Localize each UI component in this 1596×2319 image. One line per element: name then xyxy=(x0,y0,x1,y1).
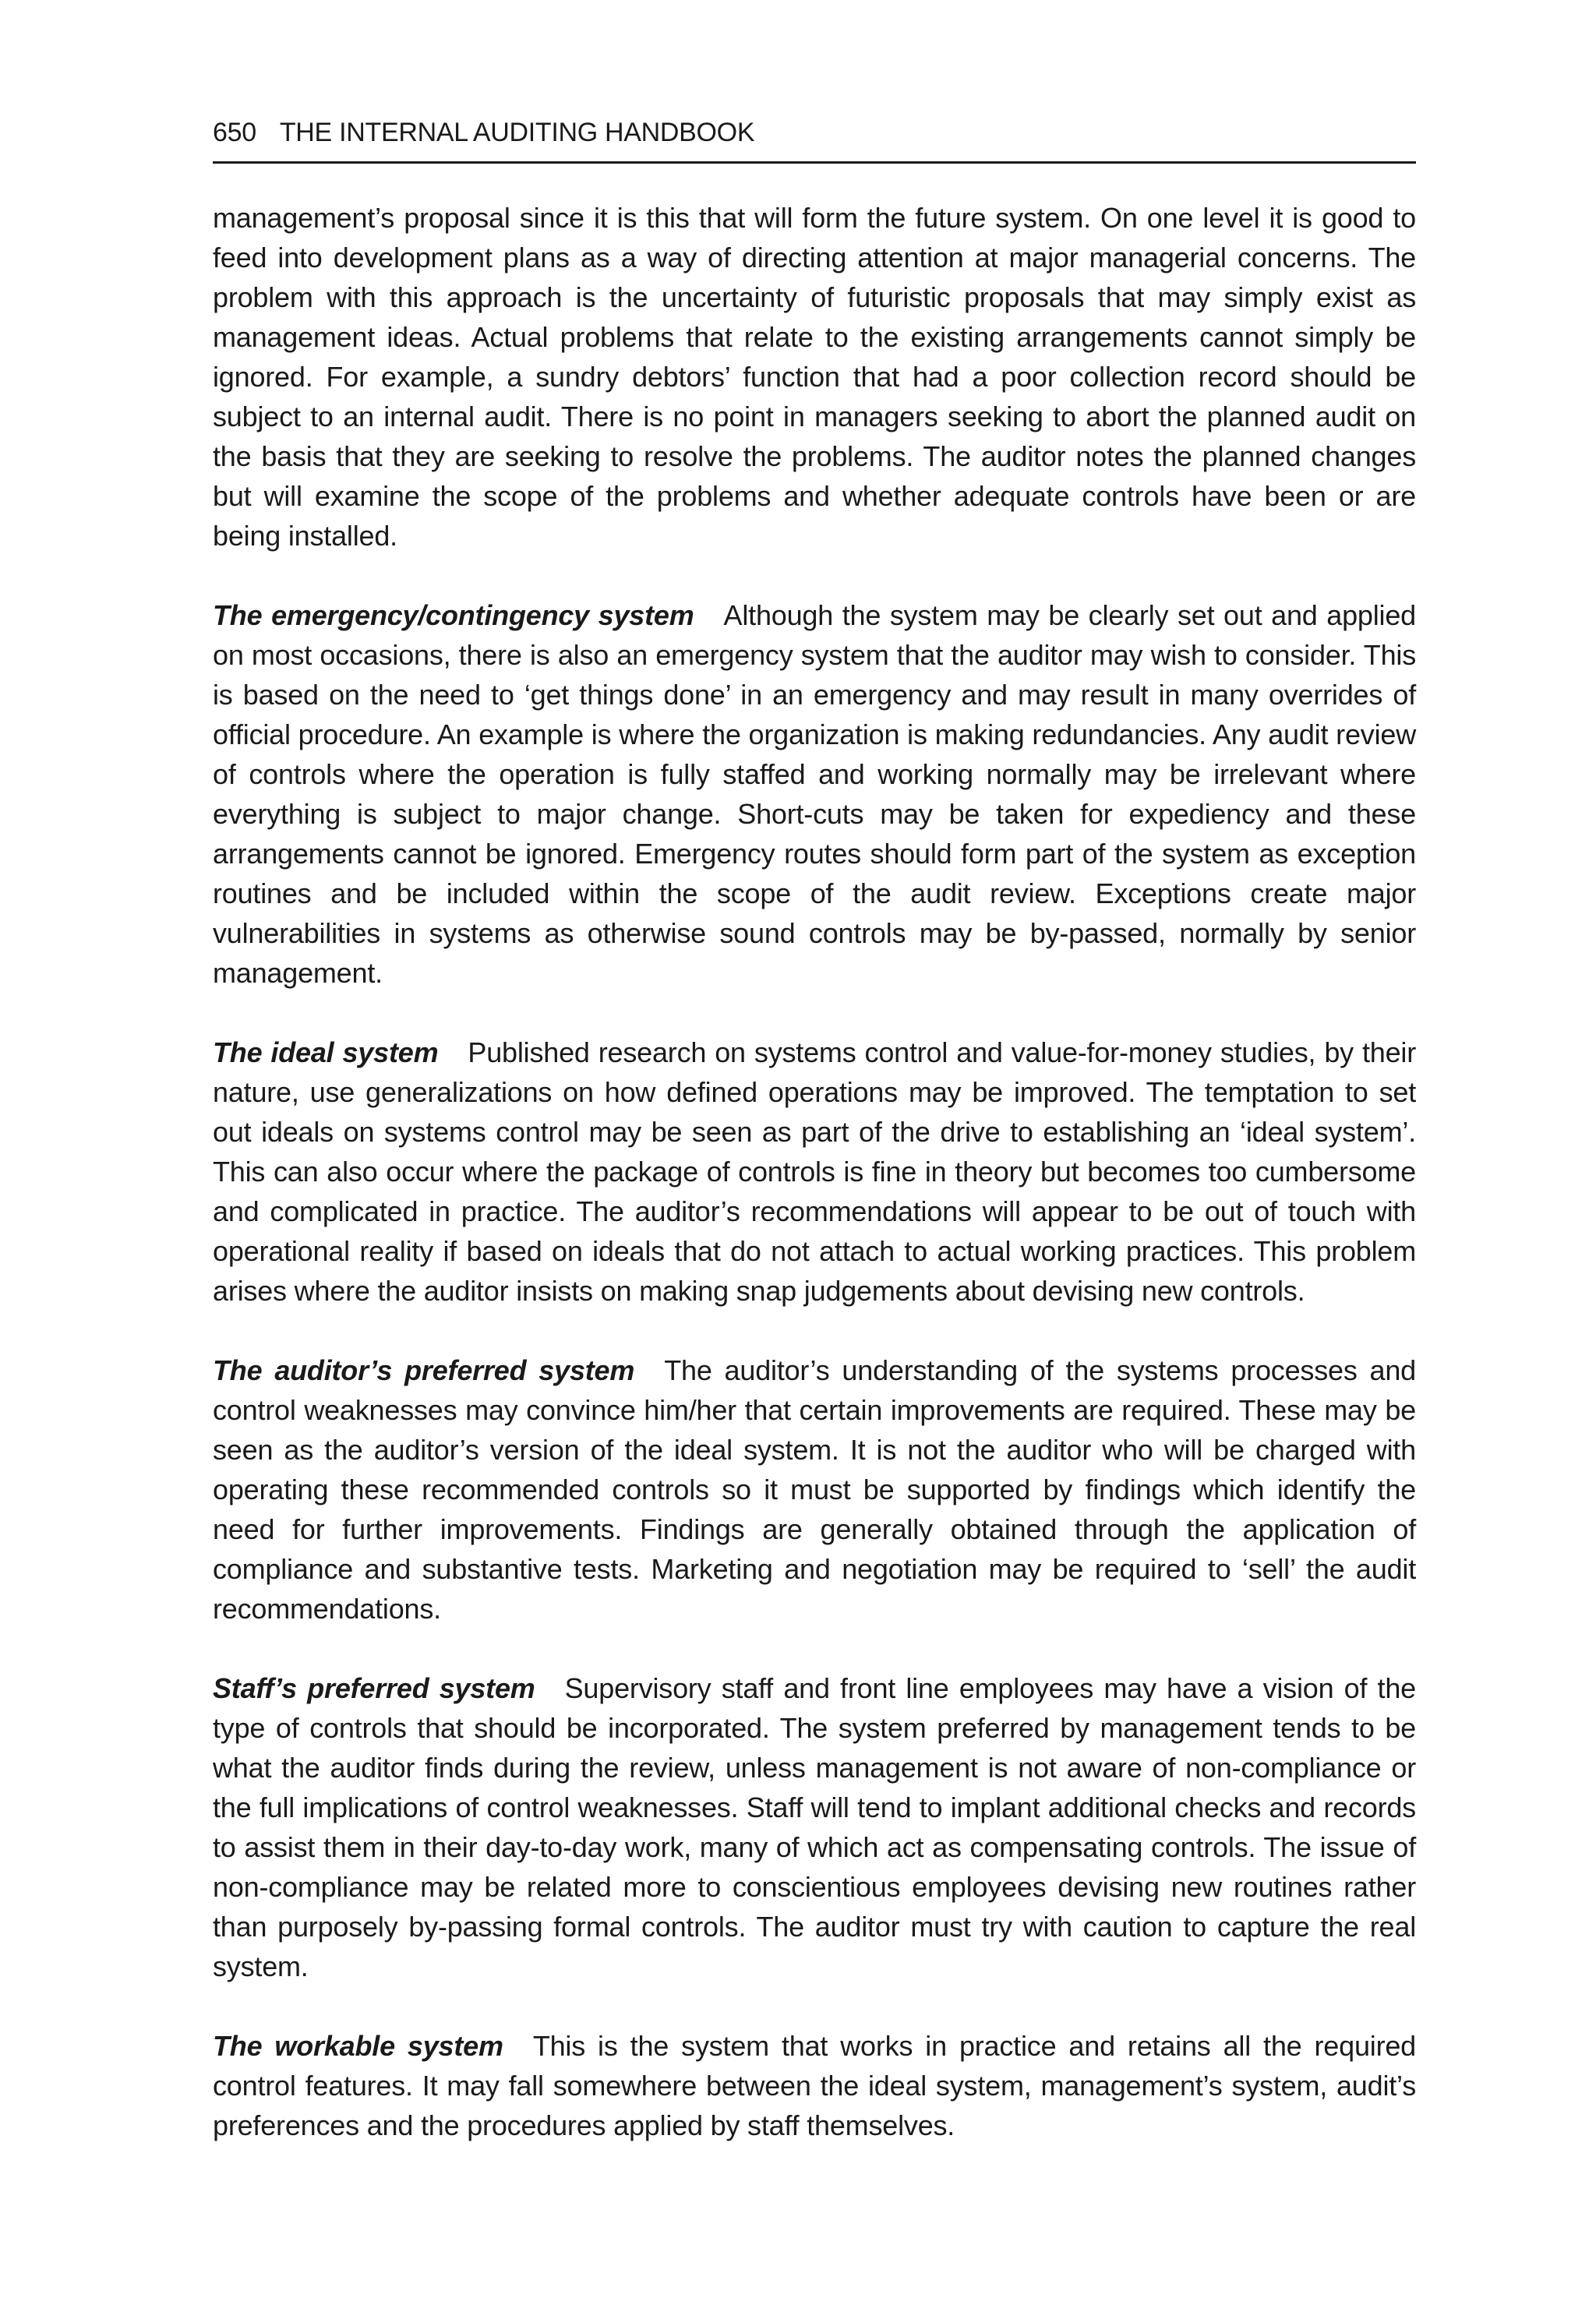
paragraph-staffs-preferred-system xyxy=(213,1668,1416,1986)
paragraph-text: Published research on systems control and value-for-money studies, by their nature, use generalizations on how defined operations may be improved. The temptation to set out ideals on systems control may be seen as part of the drive to establishing an ‘ideal system’. This can also occur where the package of controls is fine in theory but becomes too cumbersome and complicated in practice. The auditor’s recommendations will appear to be out of touch with operational reality if based on ideals that do not attach to actual working practices. This problem arises where the auditor insists on making snap judgements about devising new controls. xyxy=(213,1036,1417,1307)
book-page xyxy=(213,117,1416,2145)
paragraph-management-proposal xyxy=(213,198,1416,556)
section-heading-ideal-system: The ideal system xyxy=(213,1036,439,1068)
book-title: THE INTERNAL AUDITING HANDBOOK xyxy=(279,118,755,147)
paragraph-text: Although the system may be clearly set out and applied on most occasions, there is also an emergency system that the auditor may wish to consider. This is based on the need to ‘get things done’ in an emergency and may result in many overrides of official procedure. An example is where the organization is making redundancies. Any audit review of controls where the operation is fully staffed and working normally may be irrelevant where everything is subject to major change. Short-cuts may be taken for expediency and these arrangements cannot be ignored. Emergency routes should form part of the system as exception routines and be included within the scope of the audit review. Exceptions create major vulnerabilities in systems as otherwise sound controls may be by-passed, normally by senior management. xyxy=(213,598,1416,989)
paragraph-ideal-system xyxy=(213,1032,1416,1311)
page-number: 650 xyxy=(213,118,256,147)
paragraph-text: This is the system that works in practice and retains all the required control features. It may fall somewhere between the ideal system, management’s system, audit’s preferences and the procedures applied by staff themselves. xyxy=(213,2029,1416,2141)
body-text xyxy=(213,198,1416,2145)
running-header xyxy=(213,117,1416,164)
section-heading-workable-system: The workable system xyxy=(213,2029,503,2062)
section-heading-emergency-system: The emergency/contingency system xyxy=(213,598,694,631)
paragraph-text: Supervisory staff and front line employees may have a vision of the type of controls that should be incorporated. The system preferred by management tends to be what the auditor finds during the review, unless management is not aware of non-compliance or the full implications of control weaknesses. Staff will tend to implant additional checks and records to assist them in their day-to-day work, many of which act as compensating controls. The issue of non-compliance may be related more to conscientious employees devising new routines rather than purposely by-passing formal controls. The auditor must try with caution to capture the real system. xyxy=(213,1671,1416,1982)
section-heading-auditors-preferred-system: The auditor’s preferred system xyxy=(213,1354,635,1386)
section-heading-staffs-preferred-system: Staff’s preferred system xyxy=(213,1671,535,1704)
paragraph-auditors-preferred-system xyxy=(213,1350,1416,1629)
paragraph-text: The auditor’s understanding of the systems processes and control weaknesses may convince him/her that certain improvements are required. These may be seen as the auditor’s version of the ideal system. It is not the auditor who will be charged with operating these recommended controls so it must be supported by findings which identify the need for further improvements. Findings are generally obtained through the application of compliance and substantive tests. Marketing and negotiation may be required to ‘sell’ the audit recommendations. xyxy=(213,1354,1416,1625)
paragraph-text: management’s proposal since it is this that will form the future system. On one level it is good to feed into development plans as a way of directing attention at major managerial concerns. The problem with this approach is the uncertainty of futuristic proposals that may simply exist as management ideas. Actual problems that relate to the existing arrangements cannot simply be ignored. For example, a sundry debtors’ function that had a poor collection record should be subject to an internal audit. There is no point in managers seeking to abort the planned audit on the basis that they are seeking to resolve the problems. The auditor notes the planned changes but will examine the scope of the problems and whether adequate controls have been or are being installed. xyxy=(213,201,1416,552)
paragraph-emergency-system xyxy=(213,595,1416,993)
paragraph-workable-system xyxy=(213,2026,1416,2145)
